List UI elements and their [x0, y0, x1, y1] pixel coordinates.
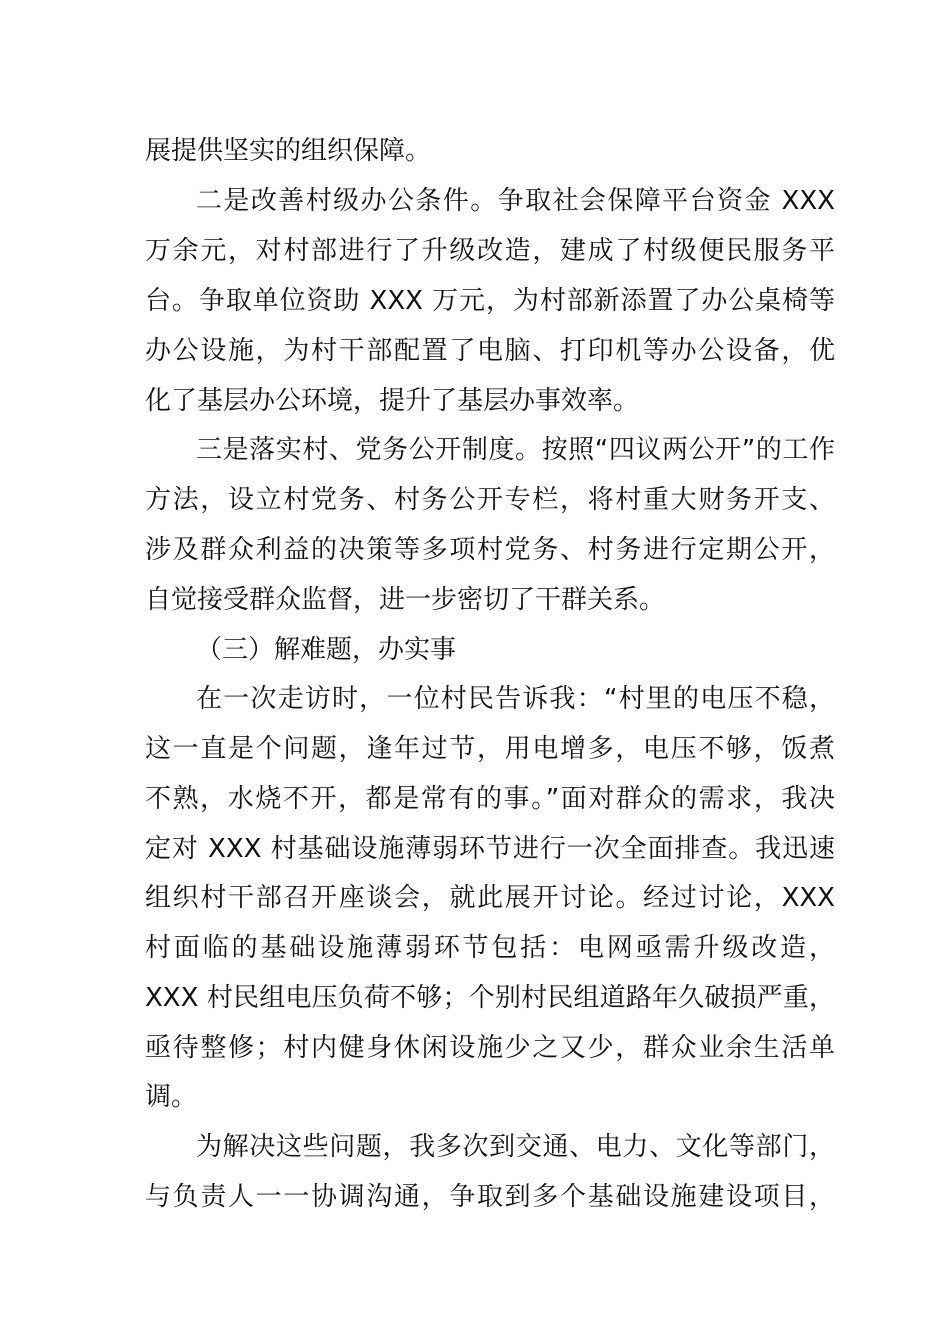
text-line: 三是落实村、党务公开制度。按照“四议两公开”的工作 [196, 435, 835, 465]
text-line: XXX 村民组电压负荷不够；个别村民组道路年久破损严重， [145, 983, 835, 1013]
text-line: 化了基层办公环境，提升了基层办事效率。 [145, 386, 640, 416]
text-line: 为解决这些问题，我多次到交通、电力、文化等部门， [196, 1132, 835, 1162]
text-line: 万余元，对村部进行了升级改造，建成了村级便民服务平 [145, 236, 835, 266]
text-line: 涉及群众利益的决策等多项村党务、村务进行定期公开， [145, 535, 835, 565]
text-line: 调。 [145, 1082, 198, 1112]
text-line: 不熟，水烧不开，都是常有的事。”面对群众的需求，我决 [145, 784, 835, 814]
text-line: 台。争取单位资助 XXX 万元，为村部新添置了办公桌椅等 [145, 286, 835, 316]
text-line: 村面临的基础设施薄弱环节包括：电网亟需升级改造， [145, 933, 835, 963]
text-line: 这一直是个问题，逢年过节，用电增多，电压不够，饭煮 [145, 734, 835, 764]
text-line: 定对 XXX 村基础设施薄弱环节进行一次全面排查。我迅速 [145, 834, 835, 864]
text-line: 在一次走访时，一位村民告诉我：“村里的电压不稳， [196, 684, 835, 714]
text-line: 办公设施，为村干部配置了电脑、打印机等办公设备，优 [145, 336, 835, 366]
text-line: 亟待整修；村内健身休闲设施少之又少，群众业余生活单 [145, 1033, 835, 1063]
text-line: 组织村干部召开座谈会，就此展开讨论。经过讨论，XXX [145, 883, 835, 913]
text-line: 方法，设立村党务、村务公开专栏，将村重大财务开支、 [145, 485, 835, 515]
section-heading: （三）解难题，办实事 [196, 635, 457, 665]
text-line: 展提供坚实的组织保障。 [145, 136, 432, 166]
text-line: 与负责人一一协调沟通，争取到多个基础设施建设项目， [145, 1182, 835, 1212]
text-line: 二是改善村级办公条件。争取社会保障平台资金 XXX [196, 186, 835, 216]
text-line: 自觉接受群众监督，进一步密切了干群关系。 [145, 585, 666, 615]
